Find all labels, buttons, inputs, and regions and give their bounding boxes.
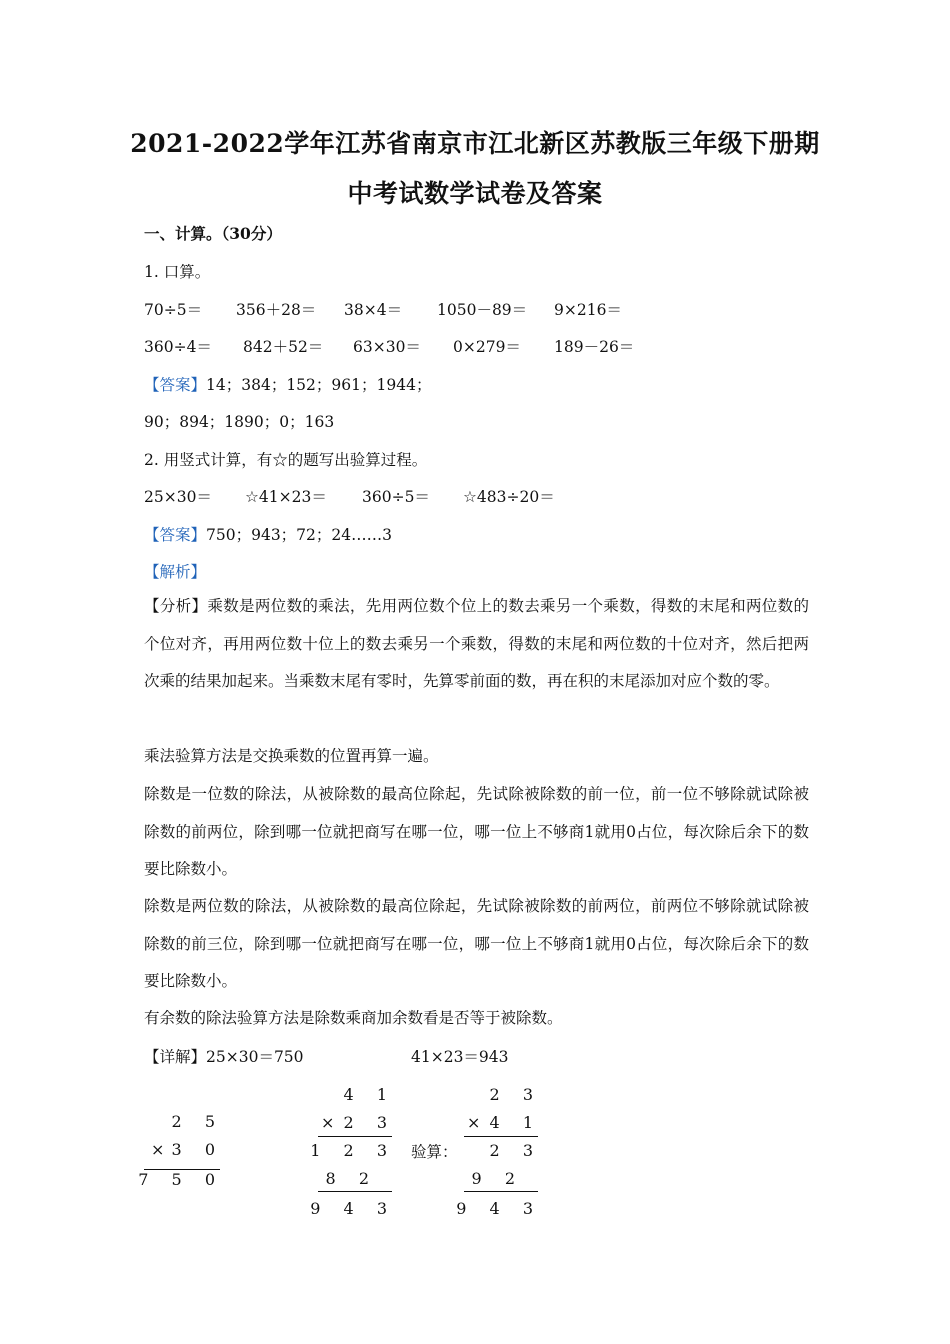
vc-partial-2: 9 2 [471, 1169, 524, 1188]
q1-item: 356＋28＝ [236, 301, 317, 319]
q1-answer-line2: 90；894；1890；0；163 [144, 413, 335, 431]
section-heading: 一、计算。（30分） [144, 224, 282, 243]
q1-answer [144, 373, 431, 395]
vc-result: 7 5 0 [138, 1170, 224, 1189]
answer-tag: 【答案】 [144, 526, 207, 544]
q2-item: ☆41×23＝ [245, 488, 327, 506]
vertical-calc-check-23x41 [456, 1085, 542, 1225]
vc-rule [464, 1191, 538, 1192]
q2-item: 360÷5＝ [362, 488, 430, 506]
q2-item: ☆483÷20＝ [463, 488, 555, 506]
q1-item: 0×279＝ [453, 338, 521, 356]
vc-operand-b: 3 0 [171, 1140, 224, 1159]
vc-result: 9 4 3 [456, 1199, 542, 1218]
question-2-label: 2. 用竖式计算，有☆的题写出验算过程。 [144, 451, 428, 469]
vc-operand-b: 4 1 [489, 1113, 542, 1132]
q2-item: 25×30＝ [144, 488, 212, 506]
q1-answer-text: 14；384；152；961；1944； [206, 376, 432, 394]
q1-item: 70÷5＝ [144, 301, 203, 319]
vertical-calc-25x30 [138, 1112, 224, 1192]
check-label: 验算： [411, 1143, 458, 1161]
vc-partial-1: 1 2 3 [310, 1141, 396, 1160]
q2-answer-text: 750；943；72；24……3 [206, 526, 392, 544]
detail-line [144, 1045, 304, 1067]
vc-result: 9 4 3 [310, 1199, 396, 1218]
q1-item: 360÷4＝ [144, 338, 212, 356]
question-1-label: 1. 口算。 [144, 263, 211, 281]
vc-operand-b: 2 3 [343, 1113, 396, 1132]
q1-item: 842＋52＝ [243, 338, 324, 356]
document-title-line1: 2021-2022学年江苏省南京市江北新区苏教版三年级下册期 [130, 129, 820, 158]
analysis-paragraph-1: 【分析】乘数是两位数的乘法，先用两位数个位上的数去乘另一个乘数，得数的末尾和两位数的个位对齐，再用两位数十位上的数去乘另一个乘数，得数的末尾和两位数的十位对齐，然后把两次乘的结果加起来。当乘数末尾有零时，先算零前面的数，再在积的末尾添加对应个数的零。 [144, 597, 809, 690]
analysis-paragraph-3: 除数是一位数的除法，从被除数的最高位除起，先试除被除数的前一位，前一位不够除就试除被除数的前两位，除到哪一位就把商写在哪一位，哪一位上不够商1就用0占位，每次除后余下的数要比除数小。 [144, 785, 809, 878]
analysis-tag: 【解析】 [144, 563, 207, 581]
vc-rule [464, 1136, 538, 1137]
analysis-paragraph-2: 乘法验算方法是交换乘数的位置再算一遍。 [144, 747, 439, 765]
q1-item: 63×30＝ [353, 338, 421, 356]
detail-eq-1: 25×30＝750 [206, 1048, 304, 1066]
vc-partial-1: 2 3 [489, 1141, 542, 1160]
vc-rule [318, 1191, 392, 1192]
q1-item: 9×216＝ [554, 301, 622, 319]
q2-answer [144, 523, 392, 545]
q1-item: 38×4＝ [344, 301, 403, 319]
vc-operand-a: 2 3 [489, 1085, 542, 1104]
analysis-paragraph-4: 除数是两位数的除法，从被除数的最高位除起，先试除被除数的前两位，前两位不够除就试除被除数的前三位，除到哪一位就把商写在哪一位，哪一位上不够商1就用0占位，每次除后余下的数要比除数小。 [144, 897, 809, 990]
detail-eq-2: 41×23＝943 [411, 1048, 509, 1066]
analysis-paragraph-5: 有余数的除法验算方法是除数乘商加余数看是否等于被除数。 [144, 1009, 563, 1027]
q1-item: 189－26＝ [554, 338, 635, 356]
vc-operand-a: 4 1 [343, 1085, 396, 1104]
vc-partial-2: 8 2 [325, 1169, 378, 1188]
multiply-sign: × [467, 1113, 481, 1132]
multiply-sign: × [321, 1113, 335, 1132]
detail-tag: 【详解】 [144, 1048, 207, 1066]
answer-tag: 【答案】 [144, 376, 207, 394]
vc-rule [318, 1136, 392, 1137]
q1-item: 1050－89＝ [437, 301, 528, 319]
multiply-sign: × [151, 1140, 165, 1159]
document-title-line2: 中考试数学试卷及答案 [347, 179, 603, 208]
vc-operand-a: 2 5 [171, 1112, 224, 1131]
vertical-calc-41x23 [310, 1085, 396, 1225]
